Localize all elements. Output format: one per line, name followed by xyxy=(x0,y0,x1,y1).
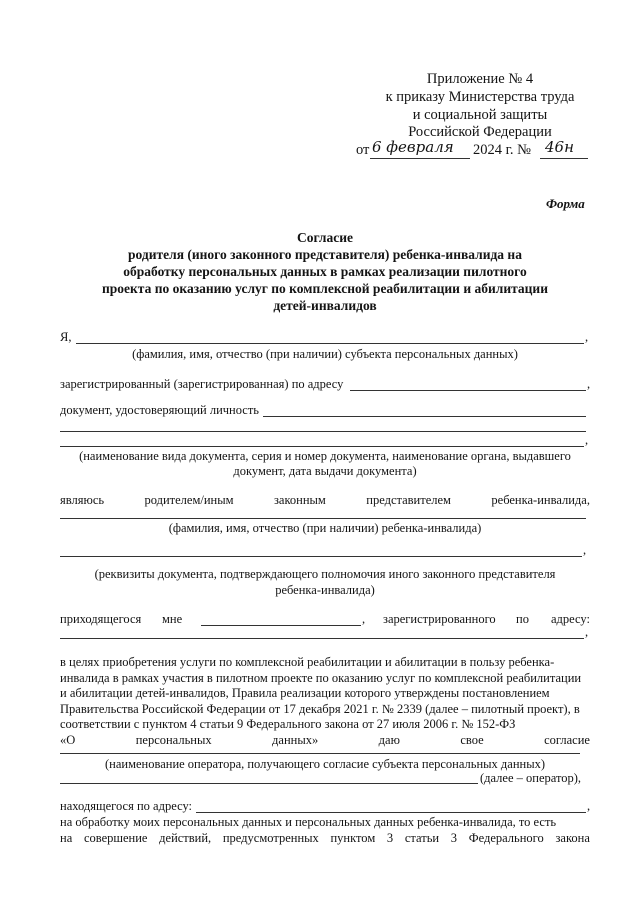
role-word: законным xyxy=(273,493,326,507)
order-reference: к приказу Министерства труда xyxy=(385,89,575,105)
consent-word: свое xyxy=(460,733,484,747)
comma: , xyxy=(583,543,587,557)
operator-address-field-line[interactable] xyxy=(196,812,586,813)
title-line-5: детей-инвалидов xyxy=(273,298,377,313)
purpose-line-5: соответствии с пунктом 4 статьи 9 Федерального закона от 27 июля 2006 г. № 152-ФЗ xyxy=(60,717,516,731)
relation-field-line[interactable] xyxy=(201,625,361,626)
processing-word: совершение xyxy=(83,831,148,845)
registered-label: зарегистрированный (зарегистрированная) по адресу xyxy=(60,377,344,391)
child-address-field-line[interactable] xyxy=(60,638,584,639)
title-line-3: обработку персональных данных в рамках реализации пилотного xyxy=(123,264,527,279)
fio-field-line[interactable] xyxy=(76,343,584,344)
handwritten-number: 46н xyxy=(545,138,574,156)
document-caption-1: (наименование вида документа, серия и номер документа, наименование органа, выдавшего xyxy=(79,449,571,463)
processing-word: статьи xyxy=(404,831,440,845)
comma: , xyxy=(362,612,366,626)
relation-word: приходящегося xyxy=(60,612,142,626)
consent-line xyxy=(60,733,590,748)
handwritten-date: 6 февраля xyxy=(372,138,454,156)
relation-word: по xyxy=(516,612,529,626)
located-label: находящегося по адресу: xyxy=(60,799,193,813)
ministry-line: и социальной защиты xyxy=(412,107,548,123)
date-underline xyxy=(370,158,470,159)
relation-word: зарегистрированного xyxy=(383,612,496,626)
number-underline xyxy=(540,158,588,159)
role-word: родителем/иным xyxy=(144,493,234,507)
processing-word: действий, xyxy=(159,831,212,845)
processing-line-1: на обработку моих персональных данных и персональных данных ребенка-инвалида, то есть xyxy=(60,815,557,829)
country-line: Российской Федерации xyxy=(408,124,552,140)
authority-caption-2: ребенка-инвалида) xyxy=(275,583,375,597)
role-word: ребенка-инвалида, xyxy=(491,493,590,507)
fio-caption: (фамилия, имя, отчество (при наличии) субъекта персональных данных) xyxy=(132,347,518,361)
role-line xyxy=(60,493,590,508)
document-caption-2: документ, дата выдачи документа) xyxy=(233,464,417,478)
title-line-4: проекта по оказанию услуг по комплексной реабилитации и абилитации xyxy=(102,281,548,296)
operator-field-line-2[interactable] xyxy=(60,783,478,784)
consent-word: даю xyxy=(378,733,400,747)
document-label: документ, удостоверяющий личность xyxy=(60,403,260,417)
purpose-line-3: и абилитации детей-инвалидов, Правила реализации которого утверждены постановлением xyxy=(60,686,550,700)
comma: , xyxy=(585,433,589,447)
processing-line-2 xyxy=(60,831,590,846)
processing-word: пунктом xyxy=(330,831,376,845)
date-prefix: от xyxy=(356,142,370,158)
relation-word: адресу: xyxy=(551,612,590,626)
comma: , xyxy=(585,625,589,639)
consent-word: «О xyxy=(60,733,76,747)
document-field-line-2[interactable] xyxy=(60,431,586,432)
processing-word: предусмотренных xyxy=(222,831,319,845)
processing-word: 3 xyxy=(386,831,394,845)
title-consent: Согласие xyxy=(296,230,354,245)
operator-suffix: (далее – оператор), xyxy=(480,771,582,785)
purpose-line-1: в целях приобретения услуги по комплексной реабилитации и абилитации в пользу ребенка- xyxy=(60,655,555,669)
purpose-line-2: инвалида в рамках участия в пилотном проекте по оказанию услуг по комплексной реабилитации xyxy=(60,671,582,685)
consent-word: согласие xyxy=(544,733,590,747)
processing-word: на xyxy=(60,831,73,845)
year-and-number-label: 2024 г. № xyxy=(473,142,532,158)
child-fio-field-line[interactable] xyxy=(60,518,586,519)
appendix-number: Приложение № 4 xyxy=(426,71,534,87)
document-field-line-3[interactable] xyxy=(60,446,584,447)
ya-label: Я, xyxy=(60,330,72,344)
authority-field-line[interactable] xyxy=(60,556,582,557)
operator-caption: (наименование оператора, получающего согласие субъекта персональных данных) xyxy=(104,757,546,771)
comma: , xyxy=(587,799,591,813)
child-fio-caption: (фамилия, имя, отчество (при наличии) ребенка-инвалида) xyxy=(168,521,482,535)
consent-word: персональных xyxy=(135,733,212,747)
comma: , xyxy=(585,330,589,344)
form-label: Форма xyxy=(546,196,585,211)
purpose-line-4: Правительства Российской Федерации от 17 декабря 2021 г. № 2339 (далее – пилотный проект), в xyxy=(60,702,580,716)
address-field-line[interactable] xyxy=(350,390,586,391)
processing-word: закона xyxy=(555,831,590,845)
processing-word: Федерального xyxy=(468,831,544,845)
role-word: представителем xyxy=(366,493,451,507)
relation-word: мне xyxy=(162,612,183,626)
authority-caption-1: (реквизиты документа, подтверждающего полномочия иного законного представителя xyxy=(94,567,556,581)
processing-word: 3 xyxy=(450,831,458,845)
operator-field-line[interactable] xyxy=(60,753,580,754)
consent-word: данных» xyxy=(272,733,319,747)
comma: , xyxy=(587,377,591,391)
document-field-line[interactable] xyxy=(263,416,586,417)
role-word: являюсь xyxy=(60,493,105,507)
title-line-2: родителя (иного законного представителя) ребенка-инвалида на xyxy=(128,247,522,262)
